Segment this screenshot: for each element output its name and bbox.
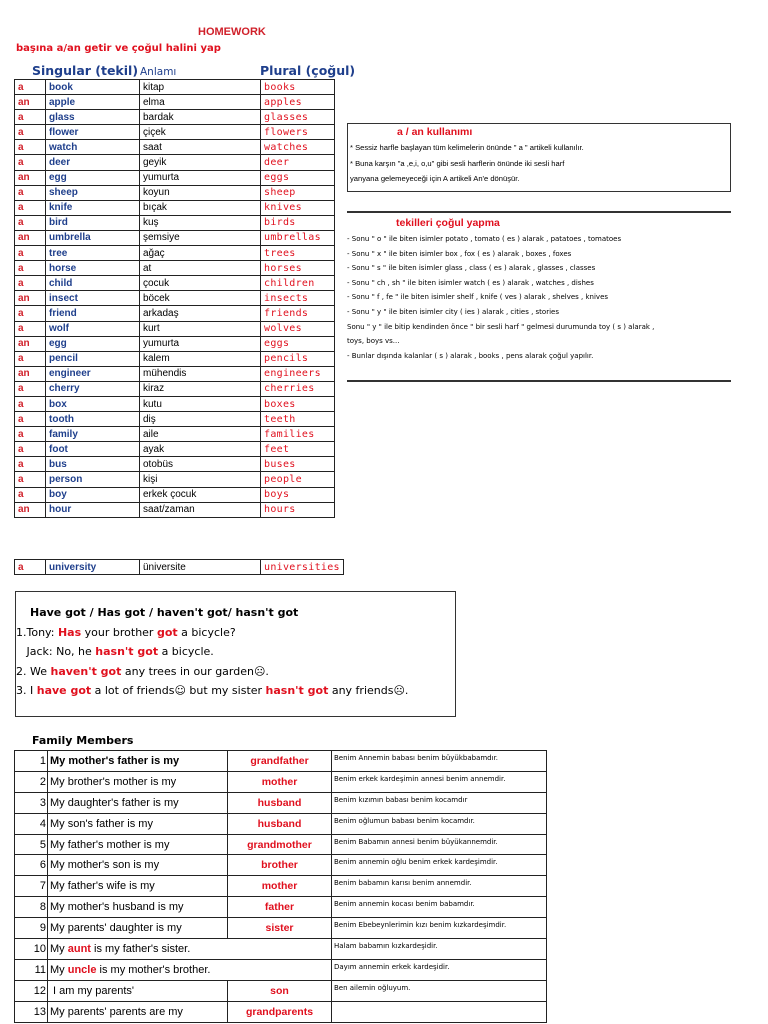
plural-rules-title: tekilleri çoğul yapma <box>396 217 500 229</box>
plural-rule-line: - Sonu " f , fe " ile biten isimler shelf , knife ( ves ) alarak , shelves , knives <box>347 293 609 302</box>
table-row <box>15 560 344 575</box>
row-number: 11 <box>15 959 48 980</box>
row-number: 2 <box>15 771 48 792</box>
question-cell: My mother's father is my <box>48 751 228 772</box>
plural-cell: sheep <box>261 185 335 200</box>
table-row <box>15 155 335 170</box>
plural-cell: wolves <box>261 321 335 336</box>
row-number: 9 <box>15 918 48 939</box>
question-cell: I am my parents' <box>48 980 228 1001</box>
plural-cell: eggs <box>261 170 335 185</box>
row-number: 3 <box>15 792 48 813</box>
meaning-cell: mühendis <box>140 366 261 381</box>
singular-cell: tooth <box>46 412 140 427</box>
article-cell: a <box>15 246 46 261</box>
header-plural: Plural (çoğul) <box>260 63 356 78</box>
answer-cell: brother <box>228 855 332 876</box>
meaning-cell: kutu <box>140 396 261 411</box>
table-row <box>15 980 547 1001</box>
translation-cell: Ben ailemin oğluyum. <box>332 980 547 1001</box>
table-row <box>15 95 335 110</box>
meaning-cell: bardak <box>140 110 261 125</box>
meaning-cell: arkadaş <box>140 306 261 321</box>
answer-cell: grandparents <box>228 1001 332 1022</box>
article-cell: a <box>15 321 46 336</box>
table-row <box>15 321 335 336</box>
plural-rule-line: - Sonu " ch , sh " ile biten isimler watch ( es ) alarak , watches , dishes <box>347 278 594 287</box>
article-cell: a <box>15 140 46 155</box>
plural-cell: horses <box>261 261 335 276</box>
table-row <box>15 412 335 427</box>
article-cell: an <box>15 95 46 110</box>
plural-cell: buses <box>261 457 335 472</box>
table-row <box>15 396 335 411</box>
plural-rules-box <box>347 211 731 382</box>
question-cell: My mother's husband is my <box>48 897 228 918</box>
plural-cell: deer <box>261 155 335 170</box>
singular-cell: box <box>46 396 140 411</box>
article-cell: an <box>15 291 46 306</box>
meaning-cell: ağaç <box>140 246 261 261</box>
table-row <box>15 897 547 918</box>
row-number: 12 <box>15 980 48 1001</box>
table-row <box>15 261 335 276</box>
singular-cell: sheep <box>46 185 140 200</box>
singular-cell: engineer <box>46 366 140 381</box>
article-cell: a <box>15 125 46 140</box>
singular-cell: foot <box>46 442 140 457</box>
table-row <box>15 834 547 855</box>
row-number: 13 <box>15 1001 48 1022</box>
singular-cell: bird <box>46 215 140 230</box>
singular-cell: bus <box>46 457 140 472</box>
plural-rule-line: - Sonu " x " ile biten isimler box , fox ( es ) alarak , boxes , foxes <box>347 249 572 258</box>
translation-cell: Benim oğlumun babası benim kocamdır. <box>332 813 547 834</box>
singular-cell: umbrella <box>46 230 140 245</box>
plural-cell: universities <box>261 560 344 575</box>
table-row <box>15 215 335 230</box>
plural-cell: feet <box>261 442 335 457</box>
table-row <box>15 792 547 813</box>
table-row <box>15 246 335 261</box>
vocab-table <box>14 79 335 518</box>
have-got-title: Have got / Has got / haven't got/ hasn't got <box>30 606 299 619</box>
singular-cell: family <box>46 427 140 442</box>
plural-rule-line: - Sonu " o " ile biten isimler potato , tomato ( es ) alarak , patatoes , tomatoes <box>347 235 622 243</box>
table-row <box>15 918 547 939</box>
meaning-cell: erkek çocuk <box>140 487 261 502</box>
singular-cell: apple <box>46 95 140 110</box>
table-row <box>15 959 547 980</box>
plural-cell: books <box>261 80 335 95</box>
a-an-line: * Sessiz harfle başlayan tüm kelimelerin önünde " a " artikeli kullanılır. <box>350 143 584 152</box>
plural-cell: teeth <box>261 412 335 427</box>
table-row <box>15 366 335 381</box>
singular-cell: glass <box>46 110 140 125</box>
translation-cell: Dayım annemin erkek kardeşidir. <box>332 959 547 980</box>
a-an-usage-title: a / an kullanımı <box>397 126 473 138</box>
table-row <box>15 336 335 351</box>
table-row <box>15 876 547 897</box>
table-row <box>15 381 335 396</box>
meaning-cell: kiraz <box>140 381 261 396</box>
plural-rule-line: - Bunlar dışında kalanlar ( s ) alarak , books , pens alarak çoğul yapılır. <box>347 351 594 360</box>
article-cell: an <box>15 230 46 245</box>
example-line-2: Jack: No, he hasn't got a bicycle. <box>16 645 214 658</box>
plural-cell: people <box>261 472 335 487</box>
article-cell: an <box>15 366 46 381</box>
meaning-cell: yumurta <box>140 336 261 351</box>
plural-cell: cherries <box>261 381 335 396</box>
table-row <box>15 291 335 306</box>
translation-cell: Benim annemin kocası benim babamdır. <box>332 897 547 918</box>
table-row <box>15 200 335 215</box>
article-cell: an <box>15 170 46 185</box>
singular-cell: knife <box>46 200 140 215</box>
plural-cell: watches <box>261 140 335 155</box>
plural-rule-line: - Sonu " s " ile biten isimler glass , class ( es ) alarak , glasses , classes <box>347 264 596 273</box>
article-cell: a <box>15 351 46 366</box>
translation-cell: Benim Annemin babası benim büyükbabamdır. <box>332 751 547 772</box>
plural-cell: eggs <box>261 336 335 351</box>
singular-cell: hour <box>46 502 140 517</box>
article-cell: a <box>15 427 46 442</box>
question-cell: My aunt is my father's sister. <box>48 939 332 960</box>
article-cell: a <box>15 185 46 200</box>
meaning-cell: at <box>140 261 261 276</box>
translation-cell: Benim Ebebeynlerimin kızı benim kızkardeşimdir. <box>332 918 547 939</box>
header-meaning: Anlamı <box>140 66 177 78</box>
a-an-line: yanyana gelemeyeceği için A artikeli An'e dönüşür. <box>350 174 520 183</box>
meaning-cell: kurt <box>140 321 261 336</box>
answer-cell: mother <box>228 771 332 792</box>
example-line-1: 1.Tony: Has your brother got a bicycle? <box>16 626 236 639</box>
plural-rule-line: toys, boys vs... <box>347 337 400 346</box>
singular-cell: child <box>46 276 140 291</box>
answer-cell: father <box>228 897 332 918</box>
singular-cell: friend <box>46 306 140 321</box>
table-row <box>15 1001 547 1022</box>
plural-cell: glasses <box>261 110 335 125</box>
table-row <box>15 487 335 502</box>
article-cell: a <box>15 381 46 396</box>
plural-cell: friends <box>261 306 335 321</box>
translation-cell: Benim babamın karısı benim annemdir. <box>332 876 547 897</box>
meaning-cell: ayak <box>140 442 261 457</box>
plural-cell: children <box>261 276 335 291</box>
table-row <box>15 276 335 291</box>
article-cell: a <box>15 306 46 321</box>
article-cell: an <box>15 502 46 517</box>
singular-cell: cherry <box>46 381 140 396</box>
row-number: 7 <box>15 876 48 897</box>
plural-cell: birds <box>261 215 335 230</box>
translation-cell: Benim annemin oğlu benim erkek kardeşimdir. <box>332 855 547 876</box>
family-members-title: Family Members <box>32 734 134 747</box>
a-an-line: * Buna karşın "a ,e,i, o,u" gibi sesli harflerin önünde iki sesli harf <box>350 158 565 168</box>
meaning-cell: bıçak <box>140 200 261 215</box>
article-cell: a <box>15 487 46 502</box>
article-cell: a <box>15 560 46 575</box>
plural-cell: pencils <box>261 351 335 366</box>
homework-title: HOMEWORK <box>198 26 266 38</box>
table-row <box>15 442 335 457</box>
meaning-cell: çiçek <box>140 125 261 140</box>
singular-cell: flower <box>46 125 140 140</box>
table-row <box>15 771 547 792</box>
plural-cell: hours <box>261 502 335 517</box>
translation-cell: Benim Babamın annesi benim büyükannemdir. <box>332 834 547 855</box>
table-row <box>15 306 335 321</box>
vocab-table-extra <box>14 559 344 575</box>
have-got-box <box>15 591 456 717</box>
meaning-cell: koyun <box>140 185 261 200</box>
article-cell: a <box>15 155 46 170</box>
table-row <box>15 427 335 442</box>
meaning-cell: elma <box>140 95 261 110</box>
answer-cell: sister <box>228 918 332 939</box>
article-cell: a <box>15 215 46 230</box>
question-cell: My daughter's father is my <box>48 792 228 813</box>
plural-cell: boxes <box>261 396 335 411</box>
translation-cell: Halam babamın kızkardeşidir. <box>332 939 547 960</box>
table-row <box>15 140 335 155</box>
question-cell: My parents' parents are my <box>48 1001 228 1022</box>
translation-cell: Benim kızımın babası benim kocamdır <box>332 792 547 813</box>
table-row <box>15 185 335 200</box>
meaning-cell: aile <box>140 427 261 442</box>
answer-cell: grandfather <box>228 751 332 772</box>
plural-cell: knives <box>261 200 335 215</box>
plural-cell: umbrellas <box>261 230 335 245</box>
translation-cell: Benim erkek kardeşimin annesi benim annemdir. <box>332 771 547 792</box>
header-singular: Singular (tekil) <box>32 63 139 78</box>
answer-cell: grandmother <box>228 834 332 855</box>
row-number: 10 <box>15 939 48 960</box>
article-cell: a <box>15 442 46 457</box>
singular-cell: person <box>46 472 140 487</box>
plural-rule-line: - Sonu " y " ile biten isimler city ( ies ) alarak , cities , stories <box>347 307 559 316</box>
row-number: 5 <box>15 834 48 855</box>
meaning-cell: şemsiye <box>140 230 261 245</box>
plural-cell: insects <box>261 291 335 306</box>
meaning-cell: otobüs <box>140 457 261 472</box>
meaning-cell: üniversite <box>140 560 261 575</box>
table-row <box>15 939 547 960</box>
question-cell: My uncle is my mother's brother. <box>48 959 332 980</box>
plural-cell: boys <box>261 487 335 502</box>
question-cell: My father's wife is my <box>48 876 228 897</box>
plural-cell: flowers <box>261 125 335 140</box>
instruction: başına a/an getir ve çoğul halini yap <box>16 43 221 54</box>
plural-cell: families <box>261 427 335 442</box>
singular-cell: insect <box>46 291 140 306</box>
table-row <box>15 351 335 366</box>
plural-cell: apples <box>261 95 335 110</box>
meaning-cell: geyik <box>140 155 261 170</box>
table-row <box>15 80 335 95</box>
singular-cell: wolf <box>46 321 140 336</box>
question-cell: My brother's mother is my <box>48 771 228 792</box>
article-cell: a <box>15 110 46 125</box>
row-number: 1 <box>15 751 48 772</box>
meaning-cell: böcek <box>140 291 261 306</box>
article-cell: a <box>15 80 46 95</box>
table-row <box>15 110 335 125</box>
table-row <box>15 457 335 472</box>
meaning-cell: diş <box>140 412 261 427</box>
meaning-cell: kitap <box>140 80 261 95</box>
article-cell: a <box>15 457 46 472</box>
article-cell: a <box>15 200 46 215</box>
singular-cell: egg <box>46 336 140 351</box>
example-line-4: 3. I have got a lot of friends☺ but my sister hasn't got any friends☹. <box>16 684 409 697</box>
row-number: 8 <box>15 897 48 918</box>
singular-cell: egg <box>46 170 140 185</box>
table-row <box>15 230 335 245</box>
translation-cell <box>332 1001 547 1022</box>
question-cell: My father's mother is my <box>48 834 228 855</box>
singular-cell: book <box>46 80 140 95</box>
table-row <box>15 472 335 487</box>
article-cell: a <box>15 472 46 487</box>
table-row <box>15 855 547 876</box>
meaning-cell: saat/zaman <box>140 502 261 517</box>
example-line-3: 2. We haven't got any trees in our garden☹. <box>16 665 269 678</box>
plural-rule-line: Sonu " y " ile bitip kendinden önce " bir sesli harf " gelmesi durumunda toy ( s ) alarak , <box>347 322 655 331</box>
table-row <box>15 502 335 517</box>
plural-cell: engineers <box>261 366 335 381</box>
meaning-cell: saat <box>140 140 261 155</box>
family-table <box>14 750 547 1023</box>
article-cell: a <box>15 276 46 291</box>
meaning-cell: kişi <box>140 472 261 487</box>
singular-cell: deer <box>46 155 140 170</box>
question-cell: My mother's son is my <box>48 855 228 876</box>
answer-cell: son <box>228 980 332 1001</box>
table-row <box>15 125 335 140</box>
answer-cell: husband <box>228 792 332 813</box>
article-cell: a <box>15 412 46 427</box>
a-an-usage-box <box>347 123 731 192</box>
meaning-cell: yumurta <box>140 170 261 185</box>
meaning-cell: çocuk <box>140 276 261 291</box>
question-cell: My parents' daughter is my <box>48 918 228 939</box>
table-row <box>15 170 335 185</box>
row-number: 6 <box>15 855 48 876</box>
row-number: 4 <box>15 813 48 834</box>
table-row <box>15 751 547 772</box>
plural-cell: trees <box>261 246 335 261</box>
article-cell: an <box>15 336 46 351</box>
singular-cell: watch <box>46 140 140 155</box>
singular-cell: horse <box>46 261 140 276</box>
answer-cell: mother <box>228 876 332 897</box>
singular-cell: boy <box>46 487 140 502</box>
meaning-cell: kalem <box>140 351 261 366</box>
meaning-cell: kuş <box>140 215 261 230</box>
table-row <box>15 813 547 834</box>
question-cell: My son's father is my <box>48 813 228 834</box>
singular-cell: tree <box>46 246 140 261</box>
article-cell: a <box>15 396 46 411</box>
answer-cell: husband <box>228 813 332 834</box>
singular-cell: pencil <box>46 351 140 366</box>
singular-cell: university <box>46 560 140 575</box>
article-cell: a <box>15 261 46 276</box>
